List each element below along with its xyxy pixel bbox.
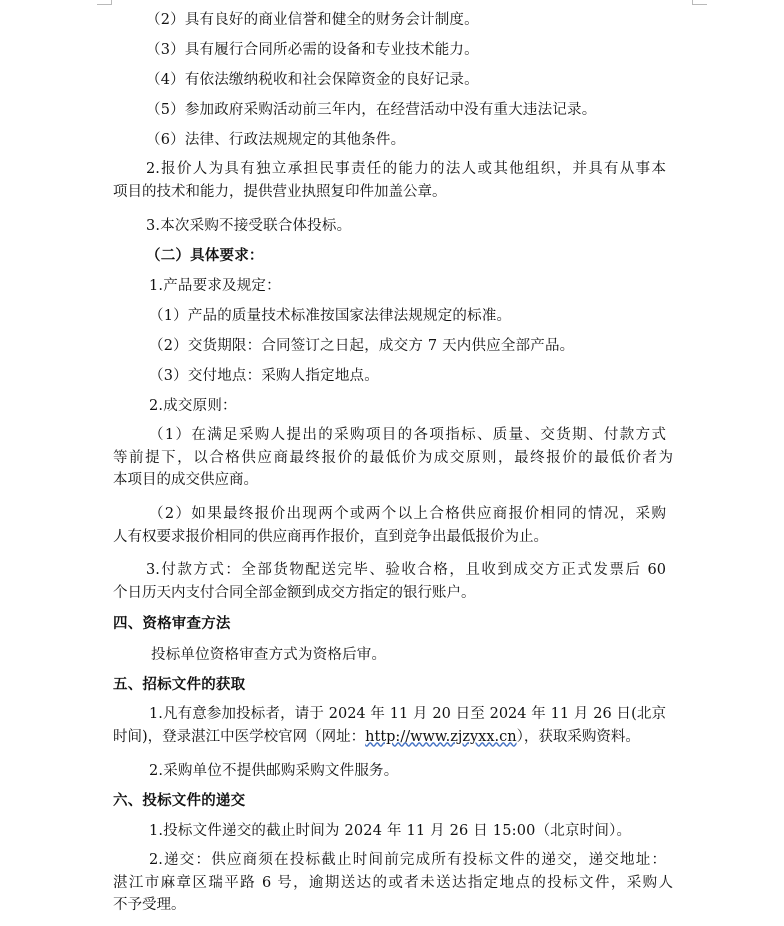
paragraph-line: 本项目的成交供应商。 xyxy=(113,472,258,488)
paragraph-line: 3.付款方式：全部货物配送完毕、验收合格，且收到成交方正式发票后 60 xyxy=(146,562,666,578)
text-segment: 时间)，登录湛江中医学校官网（网址： xyxy=(113,728,366,745)
section-specific-requirements: （二）具体要求： xyxy=(146,247,264,264)
product-requirement-1: （1）产品的质量技术标准按国家法律法规规定的标准。 xyxy=(149,308,512,324)
product-requirement-2: （2）交货期限：合同签订之日起，成交方 7 天内供应全部产品。 xyxy=(149,338,575,354)
text-segment: ），获取采购资料。 xyxy=(516,728,640,745)
paragraph-deal-1 xyxy=(113,424,673,492)
paragraph-line: （1）在满足采购人提出的采购项目的各项指标、质量、交货期、付款方式 xyxy=(149,427,666,443)
paragraph-line: 不予受理。 xyxy=(113,897,186,913)
page-corner-mark-left xyxy=(97,0,112,5)
paragraph-line: 项目的技术和能力，提供营业执照复印件加盖公章。 xyxy=(113,183,447,200)
paragraph-line xyxy=(113,726,673,749)
website-link[interactable]: http://www.zjzyxx.cn xyxy=(365,728,517,745)
section-heading-4: 四、资格审查方法 xyxy=(113,615,231,632)
section-heading-5: 五、招标文件的获取 xyxy=(113,676,246,693)
section-heading-6: 六、投标文件的递交 xyxy=(113,792,246,809)
paragraph-line: 2.报价人为具有独立承担民事责任的能力的法人或其他组织，并具有从事本 xyxy=(146,161,666,177)
paragraph-line: 湛江市麻章区瑞平路 6 号，逾期送达的或者未送达指定地点的投标文件，采购人 xyxy=(113,874,673,891)
paragraph-item-2 xyxy=(113,158,673,203)
paragraph-payment xyxy=(113,559,673,604)
paragraph-line: 人有权要求报价相同的供应商再作报价，直到竞争出最低报价为止。 xyxy=(113,528,548,545)
submission-1: 1.投标文件递交的截止时间为 2024 年 11 月 26 日 15:00（北京时间）。 xyxy=(149,823,632,839)
section-4-body: 投标单位资格审查方式为资格后审。 xyxy=(151,647,387,663)
paragraph-line: 1.凡有意参加投标者，请于 2024 年 11 月 20 日至 2024 年 11 月 26 日(北京 xyxy=(149,706,666,722)
requirement-3: （3）具有履行合同所必需的设备和专业技术能力。 xyxy=(146,42,479,58)
product-requirements-title: 1.产品要求及规定： xyxy=(149,278,281,294)
requirement-4: （4）有依法缴纳税收和社会保障资金的良好记录。 xyxy=(146,72,479,88)
deal-principle-title: 2.成交原则： xyxy=(149,398,237,414)
paragraph-line: （2）如果最终报价出现两个或两个以上合格供应商报价相同的情况，采购 xyxy=(149,506,666,522)
item-3: 3.本次采购不接受联合体投标。 xyxy=(146,218,352,234)
product-requirement-3: （3）交付地点：采购人指定地点。 xyxy=(149,368,379,384)
paragraph-line: 个日历天内支付合同全部金额到成交方指定的银行账户。 xyxy=(113,584,476,601)
paragraph-line: 2.递交：供应商须在投标截止时间前完成所有投标文件的递交，递交地址： xyxy=(149,852,666,868)
paragraph-submission-2 xyxy=(113,849,673,917)
requirement-6: （6）法律、行政法规规定的其他条件。 xyxy=(146,132,406,148)
obtain-2: 2.采购单位不提供邮购采购文件服务。 xyxy=(149,763,399,779)
requirement-5: （5）参加政府采购活动前三年内，在经营活动中没有重大违法记录。 xyxy=(146,102,597,118)
requirement-2: （2）具有良好的商业信誉和健全的财务会计制度。 xyxy=(146,12,479,28)
paragraph-deal-2 xyxy=(113,503,673,548)
page-corner-mark-right xyxy=(692,0,707,5)
paragraph-line: 等前提下，以合格供应商最终报价的最低价为成交原则，最终报价的最低价者为 xyxy=(113,449,673,466)
paragraph-obtain-1 xyxy=(113,703,673,748)
